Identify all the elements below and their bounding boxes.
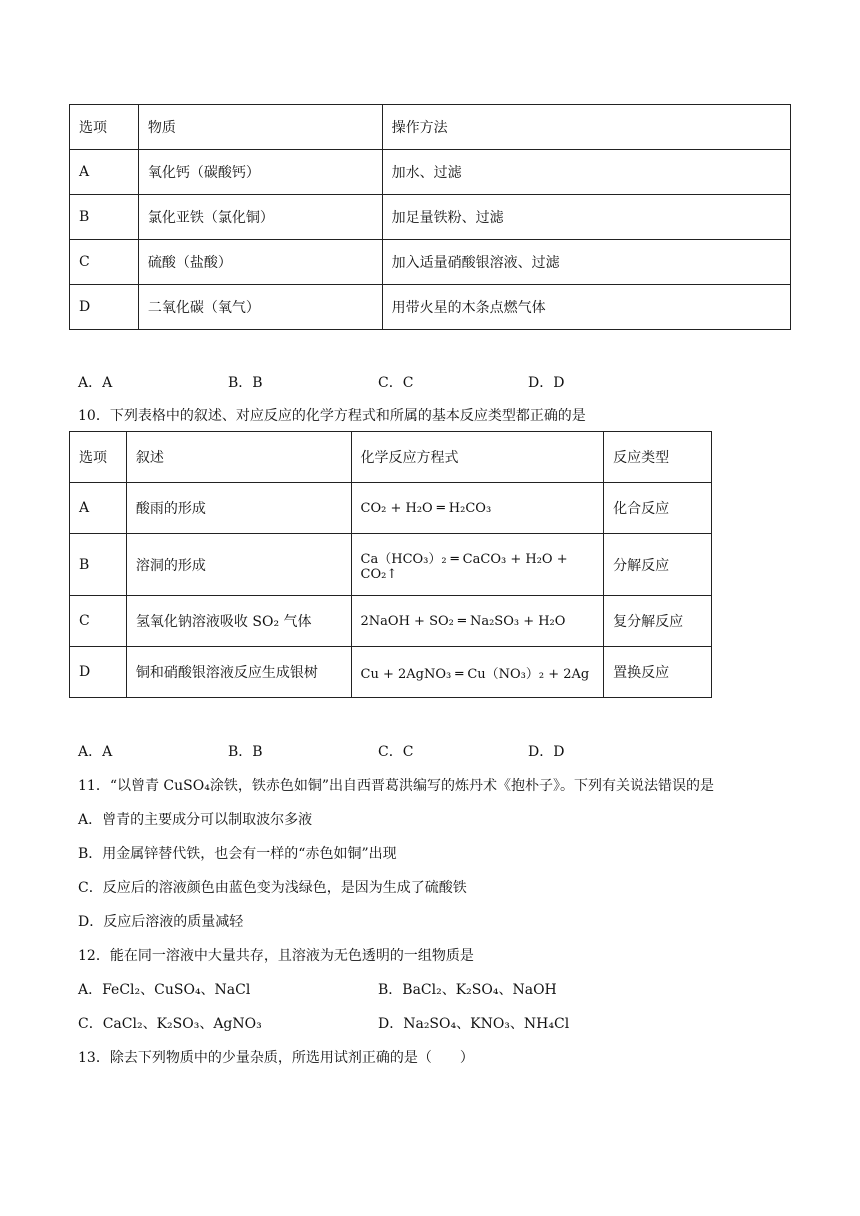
q9-option-d[interactable]: D．D	[528, 375, 565, 391]
table-row	[70, 647, 712, 698]
table-cell: A	[70, 150, 139, 195]
q12-stem: 12．能在同一溶液中大量共存，且溶液为无色透明的一组物质是	[78, 948, 474, 964]
table-cell: 硫酸（盐酸）	[138, 240, 382, 285]
table-header-row	[70, 105, 791, 150]
table-header-cell: 反应类型	[604, 432, 712, 483]
table-header-cell: 操作方法	[382, 105, 790, 150]
table-header-cell: 叙述	[126, 432, 351, 483]
table-header-cell: 物质	[138, 105, 382, 150]
q9-option-b[interactable]: B．B	[228, 375, 263, 391]
table-cell: C	[70, 596, 127, 647]
table-cell: B	[70, 534, 127, 596]
q9-option-a[interactable]: A．A	[78, 375, 113, 391]
q12-option-d[interactable]: D．Na₂SO₄、KNO₃、NH₄Cl	[378, 1016, 570, 1032]
table-cell: 氧化钙（碳酸钙）	[138, 150, 382, 195]
table-header-cell: 化学反应方程式	[351, 432, 604, 483]
q12-option-b[interactable]: B．BaCl₂、K₂SO₄、NaOH	[378, 982, 557, 998]
table-header-cell: 选项	[70, 432, 127, 483]
table-row	[70, 596, 712, 647]
equation-cell: Cu + 2AgNO₃ ═ Cu（NO₃）₂ + 2Ag	[351, 647, 604, 698]
q11-option-a[interactable]: A．曾青的主要成分可以制取波尔多液	[78, 812, 313, 828]
table-header-row	[70, 432, 712, 483]
table-row	[70, 483, 712, 534]
q11-option-c[interactable]: C．反应后的溶液颜色由蓝色变为浅绿色，是因为生成了硫酸铁	[78, 880, 467, 896]
table-cell: 酸雨的形成	[126, 483, 351, 534]
table-row	[70, 195, 791, 240]
table-q10	[69, 431, 712, 698]
table-row	[70, 285, 791, 330]
table-row	[70, 240, 791, 285]
q13-stem: 13．除去下列物质中的少量杂质，所选用试剂正确的是（ ）	[78, 1050, 474, 1066]
table-q9	[69, 104, 791, 330]
equation-cell: 2NaOH + SO₂ ═ Na₂SO₃ + H₂O	[351, 596, 604, 647]
table-cell: 氯化亚铁（氯化铜）	[138, 195, 382, 240]
table-row	[70, 534, 712, 596]
q10-stem: 10．下列表格中的叙述、对应反应的化学方程式和所属的基本反应类型都正确的是	[78, 408, 586, 424]
q12-option-c[interactable]: C．CaCl₂、K₂SO₃、AgNO₃	[78, 1016, 262, 1032]
q9-option-c[interactable]: C．C	[378, 375, 414, 391]
table-cell: 用带火星的木条点燃气体	[382, 285, 790, 330]
table-cell: 加水、过滤	[382, 150, 790, 195]
table-cell: D	[70, 285, 139, 330]
q10-option-b[interactable]: B．B	[228, 744, 263, 760]
q11-option-b[interactable]: B．用金属锌替代铁，也会有一样的“赤色如铜”出现	[78, 846, 397, 862]
q11-option-d[interactable]: D．反应后溶液的质量减轻	[78, 914, 244, 930]
table-cell: 二氧化碳（氧气）	[138, 285, 382, 330]
table-cell: 化合反应	[604, 483, 712, 534]
table-cell: 置换反应	[604, 647, 712, 698]
q10-option-d[interactable]: D．D	[528, 744, 565, 760]
table-cell: A	[70, 483, 127, 534]
table-cell: B	[70, 195, 139, 240]
q11-stem: 11．“以曾青 CuSO₄涂铁，铁赤色如铜”出自西晋葛洪编写的炼丹术《抱朴子》。下列有关说法错误的是	[78, 778, 714, 794]
table-cell: 铜和硝酸银溶液反应生成银树	[126, 647, 351, 698]
table-row	[70, 150, 791, 195]
table-cell: 复分解反应	[604, 596, 712, 647]
table-cell: C	[70, 240, 139, 285]
q10-option-a[interactable]: A．A	[78, 744, 113, 760]
table-cell: 溶洞的形成	[126, 534, 351, 596]
table-cell: 分解反应	[604, 534, 712, 596]
table-header-cell: 选项	[70, 105, 139, 150]
q10-option-c[interactable]: C．C	[378, 744, 414, 760]
equation-cell: CO₂ + H₂O ═ H₂CO₃	[351, 483, 604, 534]
table-cell: 加足量铁粉、过滤	[382, 195, 790, 240]
equation-cell: Ca（HCO₃）₂ ═ CaCO₃ + H₂O + CO₂↑	[351, 534, 604, 596]
table-cell: D	[70, 647, 127, 698]
table-cell: 氢氧化钠溶液吸收 SO₂ 气体	[126, 596, 351, 647]
table-cell: 加入适量硝酸银溶液、过滤	[382, 240, 790, 285]
q12-option-a[interactable]: A．FeCl₂、CuSO₄、NaCl	[78, 982, 251, 998]
